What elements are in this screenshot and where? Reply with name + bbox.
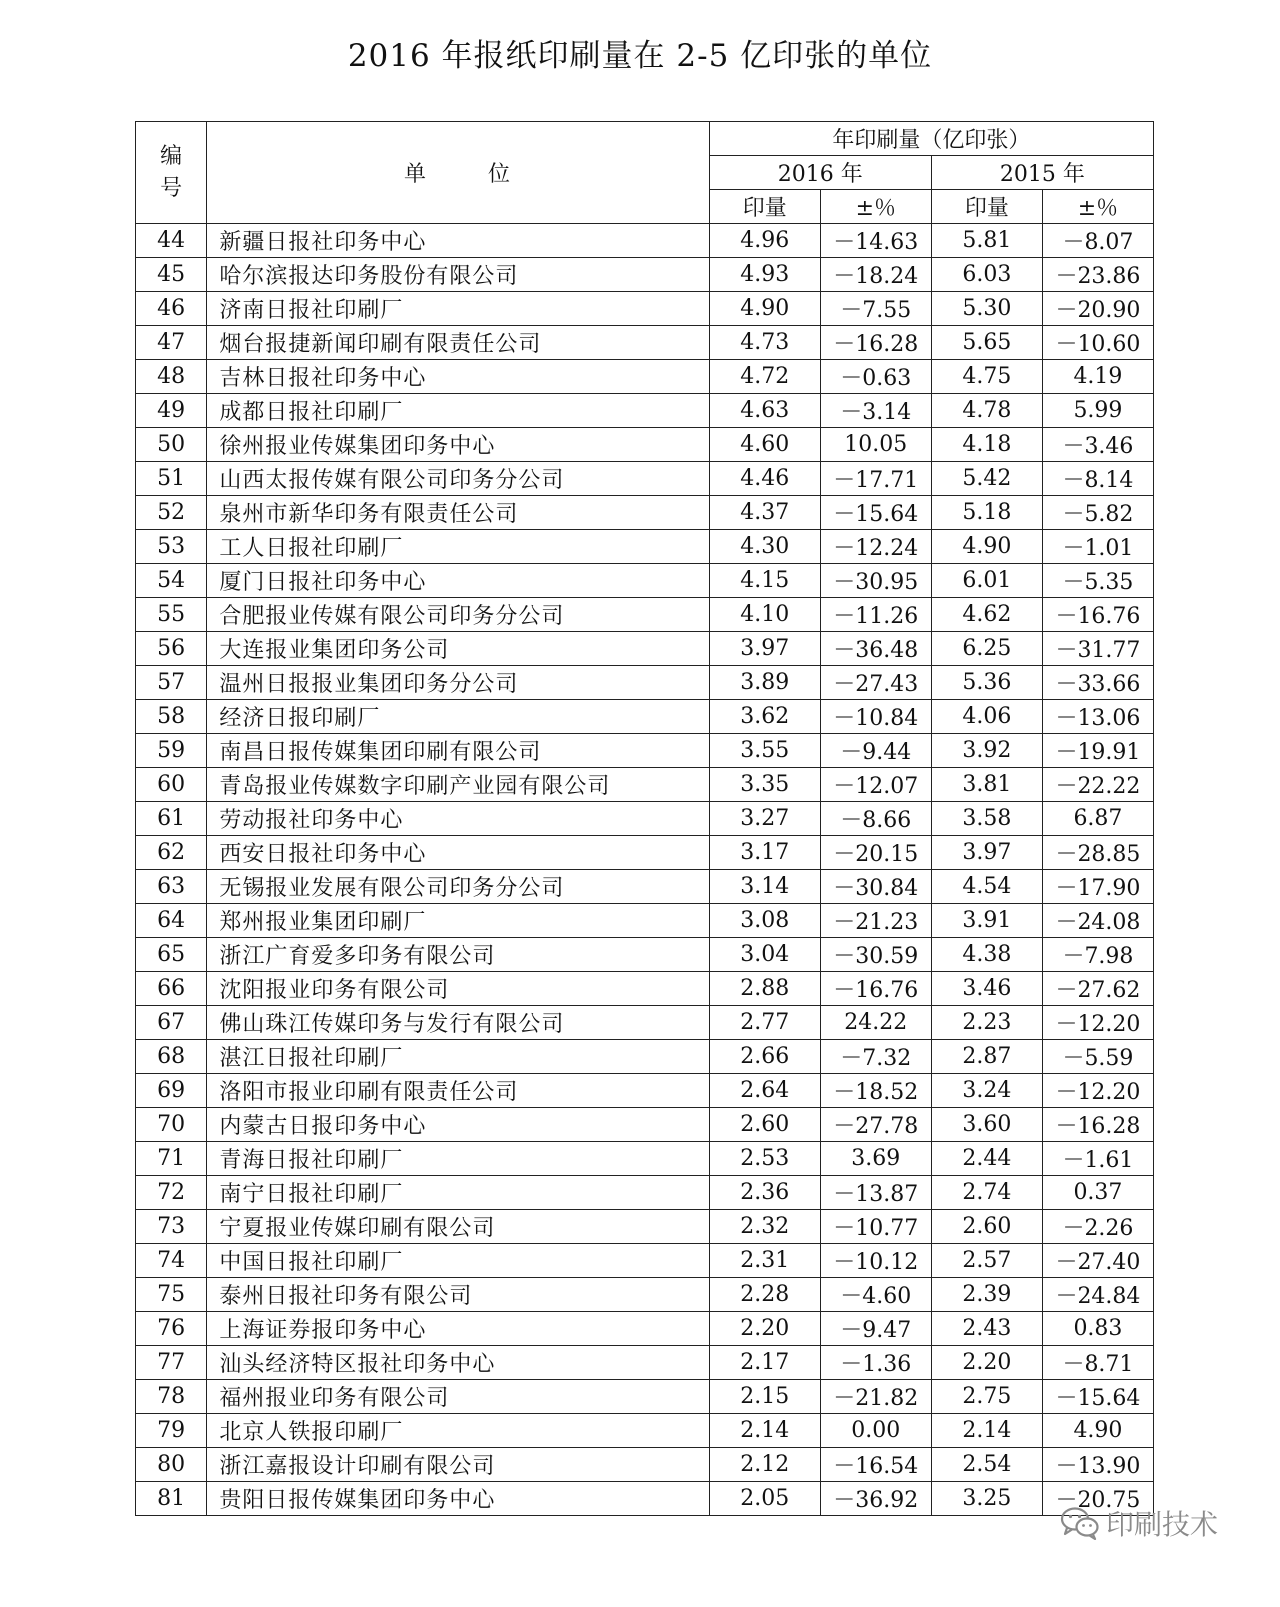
table-row (136, 1142, 1154, 1176)
row-change-2015: －16.28 (1042, 1108, 1153, 1142)
row-number: 54 (136, 564, 207, 598)
row-unit-name: 宁夏报业传媒印刷有限公司 (207, 1210, 709, 1244)
row-number: 58 (136, 700, 207, 734)
row-change-2015: －23.86 (1042, 258, 1153, 292)
row-print-2016: 4.73 (709, 326, 820, 360)
row-change-2016: 3.69 (820, 1142, 931, 1176)
row-change-2015: －20.75 (1042, 1482, 1153, 1516)
row-change-2015: －27.62 (1042, 972, 1153, 1006)
row-change-2016: －18.24 (820, 258, 931, 292)
row-change-2016: －21.82 (820, 1380, 931, 1414)
row-change-2015: 5.99 (1042, 394, 1153, 428)
row-change-2015: 4.90 (1042, 1414, 1153, 1448)
row-unit-name: 大连报业集团印务公司 (207, 632, 709, 666)
print-volume-table (135, 121, 1154, 1516)
row-unit-name: 郑州报业集团印刷厂 (207, 904, 709, 938)
table-row (136, 904, 1154, 938)
row-print-2015: 3.25 (931, 1482, 1042, 1516)
row-number: 70 (136, 1108, 207, 1142)
row-change-2015: 6.87 (1042, 802, 1153, 836)
row-change-2015: －17.90 (1042, 870, 1153, 904)
row-change-2016: －15.64 (820, 496, 931, 530)
header-number-line1: 编 (160, 143, 183, 169)
row-print-2016: 2.12 (709, 1448, 820, 1482)
row-unit-name: 无锡报业发展有限公司印务分公司 (207, 870, 709, 904)
row-unit-name: 工人日报社印刷厂 (207, 530, 709, 564)
row-change-2016: －13.87 (820, 1176, 931, 1210)
row-print-2016: 4.72 (709, 360, 820, 394)
row-number: 73 (136, 1210, 207, 1244)
table-row (136, 428, 1154, 462)
row-unit-name: 浙江广育爱多印务有限公司 (207, 938, 709, 972)
row-print-2016: 3.08 (709, 904, 820, 938)
row-change-2016: －16.28 (820, 326, 931, 360)
table-row (136, 598, 1154, 632)
row-print-2016: 3.17 (709, 836, 820, 870)
header-print-2016: 印量 (709, 190, 820, 224)
row-change-2016: －9.44 (820, 734, 931, 768)
row-change-2015: 0.83 (1042, 1312, 1153, 1346)
row-print-2016: 2.31 (709, 1244, 820, 1278)
row-number: 50 (136, 428, 207, 462)
row-number: 76 (136, 1312, 207, 1346)
row-unit-name: 青岛报业传媒数字印刷产业园有限公司 (207, 768, 709, 802)
table-row (136, 326, 1154, 360)
row-print-2015: 5.42 (931, 462, 1042, 496)
watermark (1060, 1503, 1218, 1543)
row-unit-name: 经济日报印刷厂 (207, 700, 709, 734)
row-number: 63 (136, 870, 207, 904)
row-print-2015: 5.65 (931, 326, 1042, 360)
header-unit-word1: 单 (403, 162, 428, 187)
row-change-2016: －12.07 (820, 768, 931, 802)
row-number: 68 (136, 1040, 207, 1074)
row-unit-name: 哈尔滨报达印务股份有限公司 (207, 258, 709, 292)
row-print-2015: 4.75 (931, 360, 1042, 394)
row-print-2015: 5.18 (931, 496, 1042, 530)
row-print-2016: 4.30 (709, 530, 820, 564)
row-change-2016: －14.63 (820, 224, 931, 258)
row-print-2015: 2.20 (931, 1346, 1042, 1380)
row-change-2015: －1.01 (1042, 530, 1153, 564)
row-print-2016: 4.96 (709, 224, 820, 258)
table-row (136, 1312, 1154, 1346)
row-unit-name: 汕头经济特区报社印务中心 (207, 1346, 709, 1380)
row-change-2015: －2.26 (1042, 1210, 1153, 1244)
row-unit-name: 劳动报社印务中心 (207, 802, 709, 836)
row-print-2015: 4.18 (931, 428, 1042, 462)
row-unit-name: 湛江日报社印刷厂 (207, 1040, 709, 1074)
table-row (136, 1278, 1154, 1312)
row-unit-name: 南宁日报社印刷厂 (207, 1176, 709, 1210)
table-row (136, 666, 1154, 700)
table-row (136, 1482, 1154, 1516)
row-change-2016: －10.12 (820, 1244, 931, 1278)
row-number: 56 (136, 632, 207, 666)
table-row (136, 1210, 1154, 1244)
row-print-2015: 4.78 (931, 394, 1042, 428)
row-change-2016: －7.55 (820, 292, 931, 326)
row-print-2015: 4.90 (931, 530, 1042, 564)
row-print-2016: 4.93 (709, 258, 820, 292)
row-change-2015: －31.77 (1042, 632, 1153, 666)
row-unit-name: 上海证券报印务中心 (207, 1312, 709, 1346)
row-change-2016: －12.24 (820, 530, 931, 564)
row-number: 47 (136, 326, 207, 360)
header-unit (207, 122, 709, 224)
table-row (136, 1448, 1154, 1482)
row-change-2016: 0.00 (820, 1414, 931, 1448)
row-print-2016: 2.17 (709, 1346, 820, 1380)
table-row (136, 1074, 1154, 1108)
row-change-2016: －30.84 (820, 870, 931, 904)
row-change-2016: －7.32 (820, 1040, 931, 1074)
table-row (136, 496, 1154, 530)
row-change-2016: －10.77 (820, 1210, 931, 1244)
row-number: 46 (136, 292, 207, 326)
row-change-2015: －27.40 (1042, 1244, 1153, 1278)
row-print-2016: 3.55 (709, 734, 820, 768)
row-number: 71 (136, 1142, 207, 1176)
row-unit-name: 浙江嘉报设计印刷有限公司 (207, 1448, 709, 1482)
row-unit-name: 西安日报社印务中心 (207, 836, 709, 870)
table-row (136, 1006, 1154, 1040)
table-row (136, 292, 1154, 326)
row-change-2016: －36.92 (820, 1482, 931, 1516)
table-row (136, 462, 1154, 496)
row-print-2015: 2.43 (931, 1312, 1042, 1346)
header-year-2015: 2015 年 (931, 156, 1153, 190)
row-change-2015: －24.84 (1042, 1278, 1153, 1312)
row-change-2016: －16.76 (820, 972, 931, 1006)
row-print-2015: 3.97 (931, 836, 1042, 870)
row-print-2016: 2.15 (709, 1380, 820, 1414)
table-body (136, 224, 1154, 1516)
table-row (136, 1346, 1154, 1380)
row-print-2015: 2.54 (931, 1448, 1042, 1482)
row-number: 45 (136, 258, 207, 292)
table-row (136, 836, 1154, 870)
row-change-2015: －22.22 (1042, 768, 1153, 802)
row-number: 66 (136, 972, 207, 1006)
table-row (136, 734, 1154, 768)
row-print-2015: 2.14 (931, 1414, 1042, 1448)
header-volume-group: 年印刷量（亿印张） (709, 122, 1153, 156)
row-number: 61 (136, 802, 207, 836)
row-change-2015: －5.59 (1042, 1040, 1153, 1074)
table-row (136, 1380, 1154, 1414)
row-print-2015: 6.03 (931, 258, 1042, 292)
table-row (136, 530, 1154, 564)
row-unit-name: 厦门日报社印务中心 (207, 564, 709, 598)
row-print-2016: 2.60 (709, 1108, 820, 1142)
table-row (136, 1040, 1154, 1074)
row-unit-name: 南昌日报传媒集团印刷有限公司 (207, 734, 709, 768)
row-print-2015: 6.25 (931, 632, 1042, 666)
table-row (136, 972, 1154, 1006)
row-change-2015: －28.85 (1042, 836, 1153, 870)
row-number: 62 (136, 836, 207, 870)
row-change-2015: －19.91 (1042, 734, 1153, 768)
row-print-2015: 3.60 (931, 1108, 1042, 1142)
row-change-2016: 24.22 (820, 1006, 931, 1040)
row-print-2016: 4.90 (709, 292, 820, 326)
table-row (136, 564, 1154, 598)
row-number: 81 (136, 1482, 207, 1516)
row-unit-name: 内蒙古日报印务中心 (207, 1108, 709, 1142)
row-change-2015: －3.46 (1042, 428, 1153, 462)
header-number (136, 122, 207, 224)
row-number: 52 (136, 496, 207, 530)
row-change-2016: －17.71 (820, 462, 931, 496)
table-row (136, 802, 1154, 836)
row-change-2015: －1.61 (1042, 1142, 1153, 1176)
row-print-2016: 2.66 (709, 1040, 820, 1074)
row-print-2015: 5.36 (931, 666, 1042, 700)
row-number: 55 (136, 598, 207, 632)
row-change-2015: －5.82 (1042, 496, 1153, 530)
row-unit-name: 合肥报业传媒有限公司印务分公司 (207, 598, 709, 632)
row-print-2015: 2.23 (931, 1006, 1042, 1040)
row-change-2016: 10.05 (820, 428, 931, 462)
row-number: 79 (136, 1414, 207, 1448)
row-number: 49 (136, 394, 207, 428)
row-unit-name: 北京人铁报印刷厂 (207, 1414, 709, 1448)
row-number: 67 (136, 1006, 207, 1040)
row-print-2015: 2.87 (931, 1040, 1042, 1074)
row-change-2016: －21.23 (820, 904, 931, 938)
row-print-2015: 3.24 (931, 1074, 1042, 1108)
row-change-2016: －27.78 (820, 1108, 931, 1142)
row-print-2015: 4.06 (931, 700, 1042, 734)
row-change-2015: －8.71 (1042, 1346, 1153, 1380)
row-print-2015: 5.30 (931, 292, 1042, 326)
row-print-2015: 6.01 (931, 564, 1042, 598)
row-number: 69 (136, 1074, 207, 1108)
row-number: 44 (136, 224, 207, 258)
row-number: 72 (136, 1176, 207, 1210)
page-title: 2016 年报纸印刷量在 2-5 亿印张的单位 (347, 38, 933, 74)
header-print-2015: 印量 (931, 190, 1042, 224)
row-print-2016: 4.15 (709, 564, 820, 598)
row-unit-name: 沈阳报业印务有限公司 (207, 972, 709, 1006)
row-print-2016: 3.14 (709, 870, 820, 904)
row-change-2015: －10.60 (1042, 326, 1153, 360)
watermark-text: 印刷技术 (1106, 1508, 1219, 1541)
row-number: 53 (136, 530, 207, 564)
row-print-2016: 3.35 (709, 768, 820, 802)
row-unit-name: 新疆日报社印务中心 (207, 224, 709, 258)
row-print-2016: 2.20 (709, 1312, 820, 1346)
row-change-2016: －30.95 (820, 564, 931, 598)
row-number: 64 (136, 904, 207, 938)
row-print-2016: 2.32 (709, 1210, 820, 1244)
row-print-2016: 4.10 (709, 598, 820, 632)
row-unit-name: 贵阳日报传媒集团印务中心 (207, 1482, 709, 1516)
row-print-2016: 3.62 (709, 700, 820, 734)
row-print-2016: 4.60 (709, 428, 820, 462)
row-number: 80 (136, 1448, 207, 1482)
row-change-2015: －24.08 (1042, 904, 1153, 938)
table-row (136, 700, 1154, 734)
row-print-2016: 3.97 (709, 632, 820, 666)
row-number: 51 (136, 462, 207, 496)
row-change-2015: －5.35 (1042, 564, 1153, 598)
row-change-2016: －36.48 (820, 632, 931, 666)
table-row (136, 1414, 1154, 1448)
row-change-2015: 0.37 (1042, 1176, 1153, 1210)
row-unit-name: 吉林日报社印务中心 (207, 360, 709, 394)
table-row (136, 360, 1154, 394)
row-number: 48 (136, 360, 207, 394)
row-print-2015: 3.92 (931, 734, 1042, 768)
table-row (136, 394, 1154, 428)
row-change-2015: －33.66 (1042, 666, 1153, 700)
row-number: 60 (136, 768, 207, 802)
row-change-2016: －18.52 (820, 1074, 931, 1108)
table-row (136, 1176, 1154, 1210)
row-print-2016: 2.64 (709, 1074, 820, 1108)
row-change-2016: －8.66 (820, 802, 931, 836)
row-number: 57 (136, 666, 207, 700)
row-change-2016: －0.63 (820, 360, 931, 394)
row-print-2016: 2.05 (709, 1482, 820, 1516)
table-row (136, 1244, 1154, 1278)
row-unit-name: 烟台报捷新闻印刷有限责任公司 (207, 326, 709, 360)
table-row (136, 224, 1154, 258)
row-print-2015: 2.60 (931, 1210, 1042, 1244)
row-change-2016: －10.84 (820, 700, 931, 734)
row-change-2015: －8.14 (1042, 462, 1153, 496)
table-row (136, 768, 1154, 802)
table-row (136, 1108, 1154, 1142)
row-change-2016: －9.47 (820, 1312, 931, 1346)
row-change-2016: －4.60 (820, 1278, 931, 1312)
row-unit-name: 温州日报报业集团印务分公司 (207, 666, 709, 700)
row-print-2015: 3.46 (931, 972, 1042, 1006)
table-row (136, 632, 1154, 666)
row-change-2015: －15.64 (1042, 1380, 1153, 1414)
row-unit-name: 泉州市新华印务有限责任公司 (207, 496, 709, 530)
row-change-2016: －20.15 (820, 836, 931, 870)
row-unit-name: 成都日报社印刷厂 (207, 394, 709, 428)
header-unit-word2: 位 (488, 162, 513, 187)
row-print-2015: 2.74 (931, 1176, 1042, 1210)
row-print-2015: 2.44 (931, 1142, 1042, 1176)
row-print-2016: 2.14 (709, 1414, 820, 1448)
row-change-2016: －30.59 (820, 938, 931, 972)
row-print-2016: 4.37 (709, 496, 820, 530)
row-change-2015: －12.20 (1042, 1006, 1153, 1040)
row-change-2015: －12.20 (1042, 1074, 1153, 1108)
row-print-2015: 2.57 (931, 1244, 1042, 1278)
wechat-icon (1060, 1506, 1100, 1540)
row-change-2016: －27.43 (820, 666, 931, 700)
row-change-2015: －13.90 (1042, 1448, 1153, 1482)
row-number: 77 (136, 1346, 207, 1380)
row-change-2015: －13.06 (1042, 700, 1153, 734)
header-year-2016: 2016 年 (709, 156, 931, 190)
row-change-2015: 4.19 (1042, 360, 1153, 394)
row-print-2015: 2.75 (931, 1380, 1042, 1414)
row-unit-name: 济南日报社印刷厂 (207, 292, 709, 326)
row-print-2015: 3.91 (931, 904, 1042, 938)
table-row (136, 258, 1154, 292)
row-change-2015: －16.76 (1042, 598, 1153, 632)
row-change-2015: －7.98 (1042, 938, 1153, 972)
row-unit-name: 徐州报业传媒集团印务中心 (207, 428, 709, 462)
row-print-2015: 4.38 (931, 938, 1042, 972)
row-print-2016: 2.88 (709, 972, 820, 1006)
row-print-2016: 2.77 (709, 1006, 820, 1040)
row-number: 75 (136, 1278, 207, 1312)
row-print-2016: 2.36 (709, 1176, 820, 1210)
row-print-2015: 3.81 (931, 768, 1042, 802)
row-print-2016: 2.28 (709, 1278, 820, 1312)
row-unit-name: 青海日报社印刷厂 (207, 1142, 709, 1176)
row-change-2015: －20.90 (1042, 292, 1153, 326)
row-change-2016: －1.36 (820, 1346, 931, 1380)
row-print-2016: 3.89 (709, 666, 820, 700)
row-unit-name: 洛阳市报业印刷有限责任公司 (207, 1074, 709, 1108)
row-number: 59 (136, 734, 207, 768)
row-change-2016: －3.14 (820, 394, 931, 428)
header-change-2016: ±％ (820, 190, 931, 224)
row-print-2015: 4.62 (931, 598, 1042, 632)
row-number: 74 (136, 1244, 207, 1278)
row-print-2016: 3.04 (709, 938, 820, 972)
row-change-2016: －16.54 (820, 1448, 931, 1482)
row-unit-name: 福州报业印务有限公司 (207, 1380, 709, 1414)
row-unit-name: 山西太报传媒有限公司印务分公司 (207, 462, 709, 496)
row-change-2016: －11.26 (820, 598, 931, 632)
row-unit-name: 中国日报社印刷厂 (207, 1244, 709, 1278)
row-print-2015: 2.39 (931, 1278, 1042, 1312)
table-header (136, 122, 1154, 224)
row-print-2016: 4.46 (709, 462, 820, 496)
row-print-2016: 2.53 (709, 1142, 820, 1176)
row-unit-name: 佛山珠江传媒印务与发行有限公司 (207, 1006, 709, 1040)
table-row (136, 938, 1154, 972)
table-row (136, 870, 1154, 904)
row-print-2015: 3.58 (931, 802, 1042, 836)
header-number-line2: 号 (160, 175, 183, 201)
header-change-2015: ±％ (1042, 190, 1153, 224)
row-unit-name: 泰州日报社印务有限公司 (207, 1278, 709, 1312)
row-print-2016: 4.63 (709, 394, 820, 428)
row-number: 78 (136, 1380, 207, 1414)
row-print-2015: 4.54 (931, 870, 1042, 904)
row-print-2016: 3.27 (709, 802, 820, 836)
row-print-2015: 5.81 (931, 224, 1042, 258)
row-number: 65 (136, 938, 207, 972)
row-change-2015: －8.07 (1042, 224, 1153, 258)
